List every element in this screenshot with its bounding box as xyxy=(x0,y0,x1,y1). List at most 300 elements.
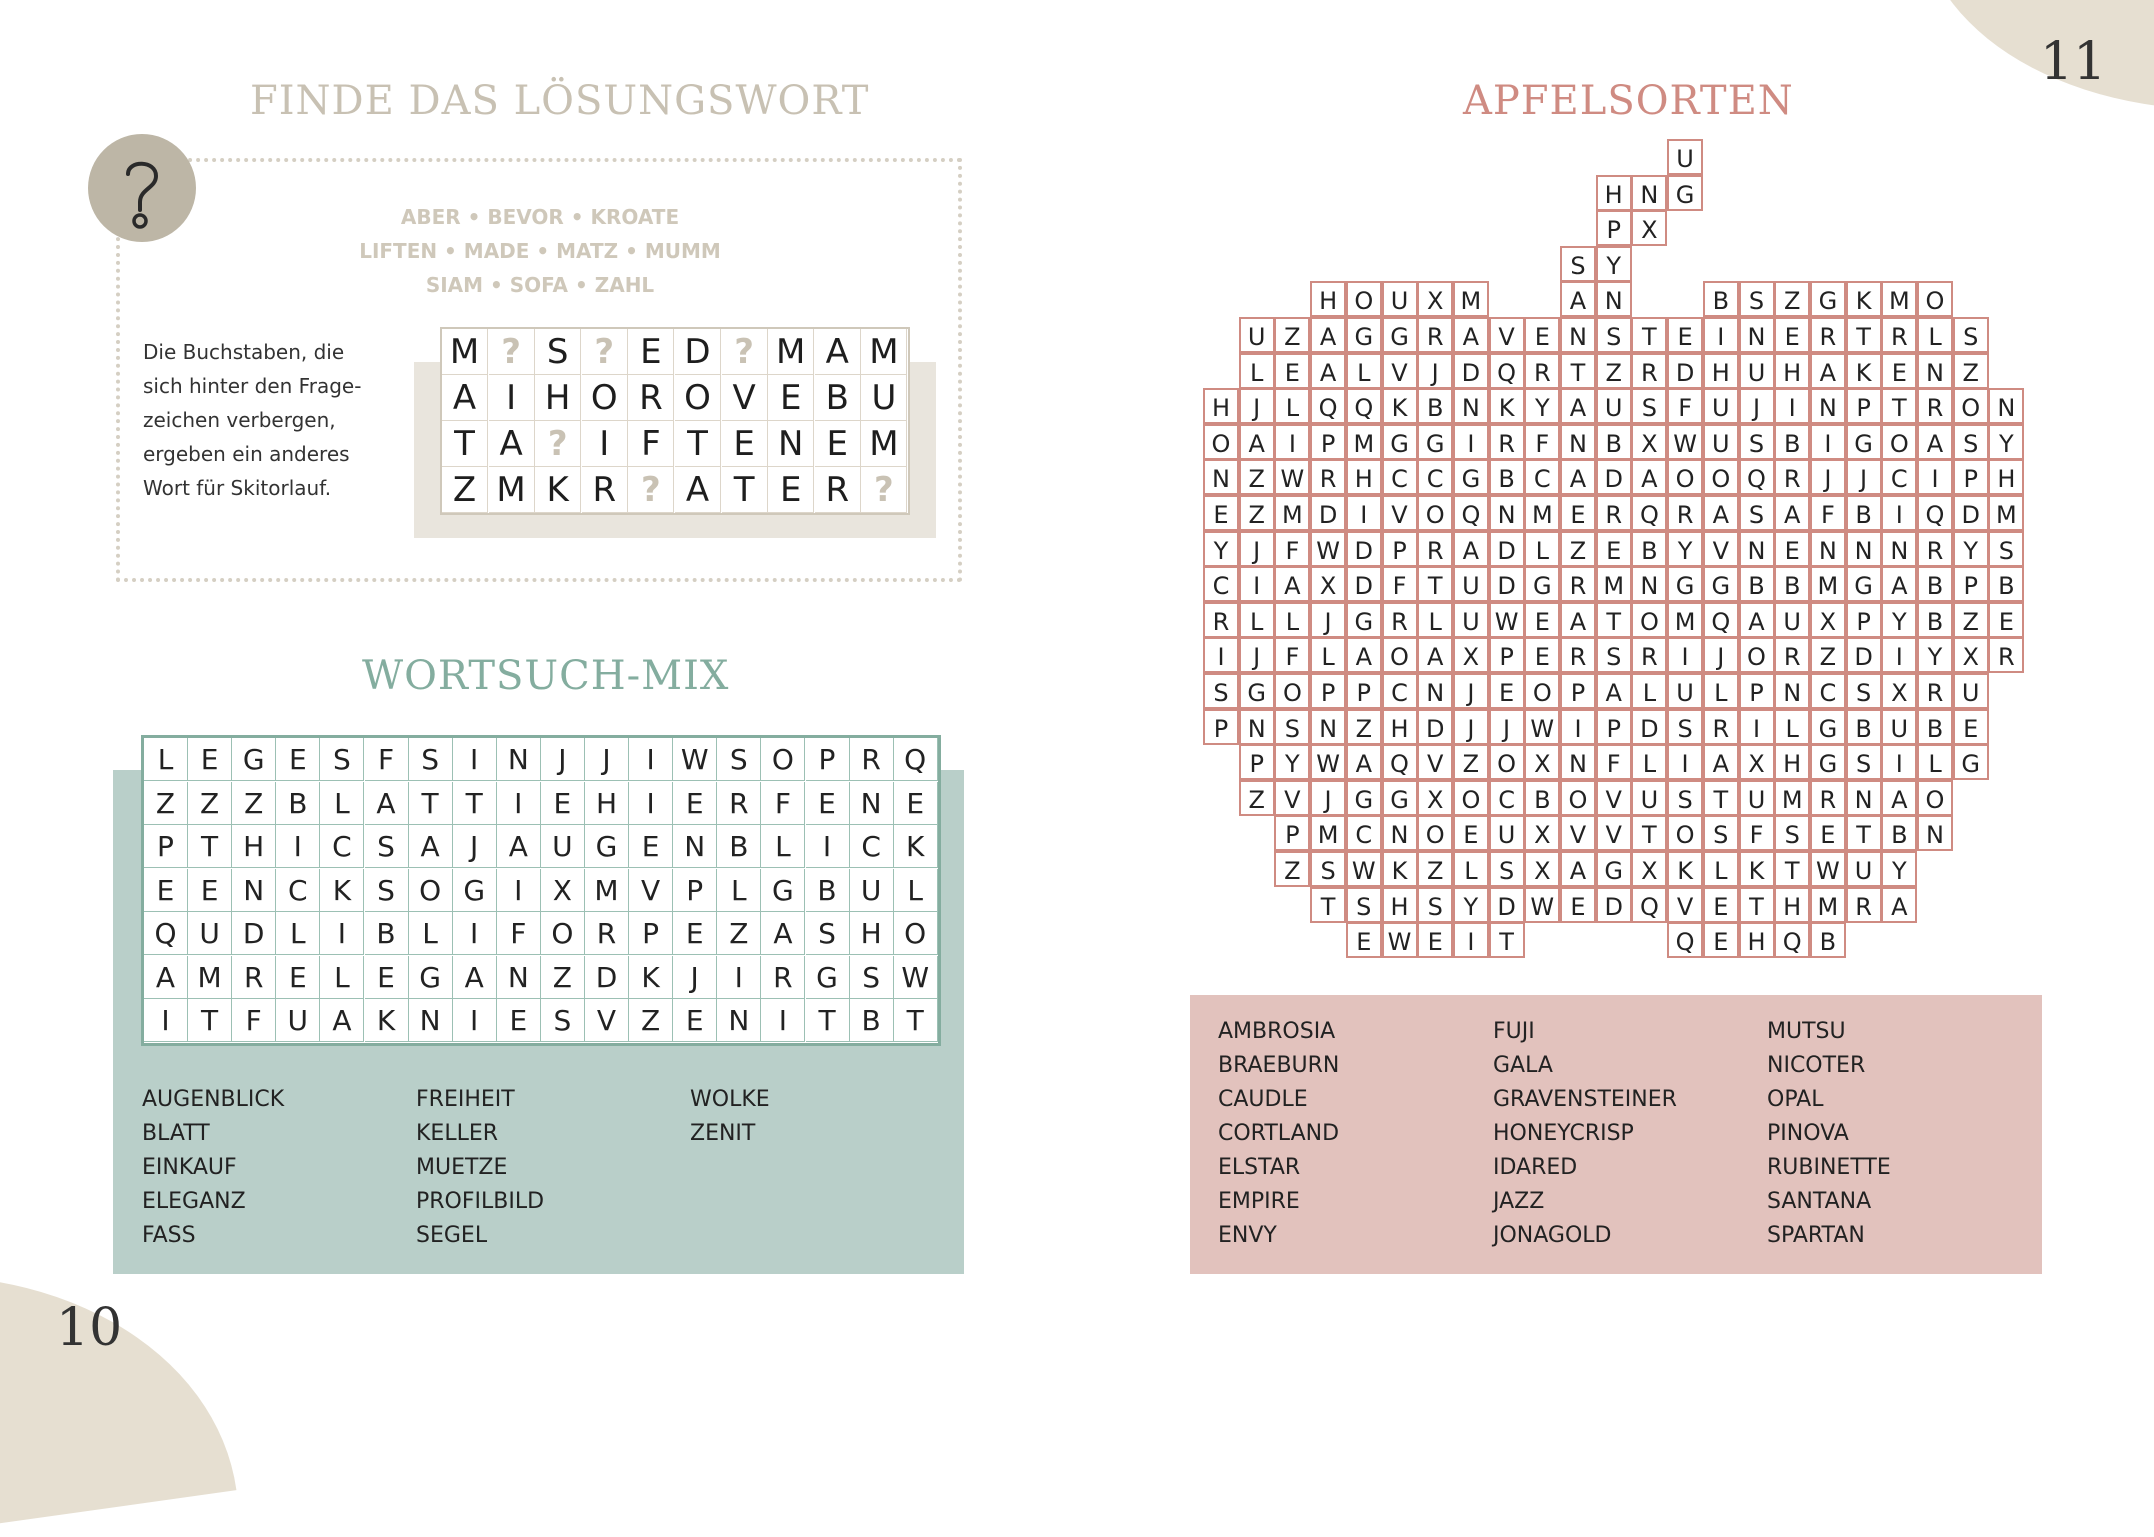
grid-letter-cell: A xyxy=(815,329,861,375)
grid-letter-cell: U xyxy=(541,825,585,868)
grid-letter-cell: E xyxy=(144,869,188,912)
grid-letter-cell: E xyxy=(1524,602,1560,638)
grid-letter-cell: O xyxy=(761,738,805,781)
grid-letter-cell: R xyxy=(1810,317,1846,353)
grid-letter-cell: Z xyxy=(144,782,188,825)
grid-letter-cell: R xyxy=(850,738,894,781)
grid-letter-cell: G xyxy=(1346,317,1382,353)
grid-letter-cell: S xyxy=(320,738,364,781)
grid-letter-cell: T xyxy=(453,782,497,825)
grid-letter-cell: U xyxy=(1774,602,1810,638)
grid-letter-cell: O xyxy=(894,912,938,955)
finde-instructions xyxy=(143,335,373,505)
grid-letter-cell: S xyxy=(1739,495,1775,531)
grid-letter-cell: R xyxy=(761,956,805,999)
grid-letter-cell: V xyxy=(1596,815,1632,851)
grid-letter-cell: E xyxy=(1810,815,1846,851)
grid-letter-cell: T xyxy=(1846,317,1882,353)
grid-letter-cell: Y xyxy=(1881,851,1917,887)
grid-letter-cell: L xyxy=(894,869,938,912)
grid-letter-cell: G xyxy=(1382,317,1418,353)
grid-letter-cell: V xyxy=(1560,815,1596,851)
grid-letter-cell: C xyxy=(1382,673,1418,709)
grid-letter-cell: L xyxy=(1274,602,1310,638)
grid-letter-cell: H xyxy=(1774,744,1810,780)
word-list-item: JAZZ xyxy=(1493,1189,1545,1214)
instruction-line: zeichen verbergen, xyxy=(143,408,336,432)
grid-letter-cell: I xyxy=(1346,495,1382,531)
grid-letter-cell: I xyxy=(1739,709,1775,745)
hidden-letter-cell: ? xyxy=(861,467,907,513)
grid-letter-cell: U xyxy=(1703,424,1739,460)
grid-letter-cell: Y xyxy=(1667,531,1703,567)
grid-letter-cell: A xyxy=(1274,566,1310,602)
grid-letter-cell: P xyxy=(1846,602,1882,638)
grid-letter-cell: N xyxy=(1631,175,1667,211)
finde-word-list xyxy=(340,200,740,302)
grid-letter-cell: E xyxy=(673,999,717,1042)
grid-letter-cell: I xyxy=(1667,744,1703,780)
grid-letter-cell: K xyxy=(1846,353,1882,389)
grid-letter-cell: H xyxy=(1988,459,2024,495)
finde-word-line: SIAM • SOFA • ZAHL xyxy=(425,273,655,297)
grid-letter-cell: X xyxy=(1417,780,1453,816)
grid-letter-cell: N xyxy=(1774,673,1810,709)
grid-letter-cell: Z xyxy=(1346,709,1382,745)
word-list-item: MUTSU xyxy=(1767,1019,1846,1044)
grid-letter-cell: Y xyxy=(1453,887,1489,923)
grid-letter-cell: R xyxy=(1774,459,1810,495)
grid-letter-cell: F xyxy=(1667,388,1703,424)
grid-letter-cell: G xyxy=(1453,459,1489,495)
grid-letter-cell: O xyxy=(1524,673,1560,709)
grid-letter-cell: S xyxy=(541,999,585,1042)
grid-letter-cell: N xyxy=(850,782,894,825)
grid-letter-cell: Q xyxy=(1739,459,1775,495)
grid-letter-cell: H xyxy=(1596,175,1632,211)
page-number-left: 10 xyxy=(56,1298,123,1358)
grid-letter-cell: M xyxy=(1774,780,1810,816)
grid-letter-cell: S xyxy=(1846,673,1882,709)
grid-letter-cell: Q xyxy=(1774,922,1810,958)
grid-letter-cell: G xyxy=(1596,851,1632,887)
grid-letter-cell: H xyxy=(1203,388,1239,424)
grid-letter-cell: I xyxy=(761,999,805,1042)
wortsuch-letter-grid xyxy=(141,735,941,1046)
grid-letter-cell: N xyxy=(717,999,761,1042)
grid-letter-cell: L xyxy=(1239,602,1275,638)
grid-letter-cell: P xyxy=(1310,424,1346,460)
grid-letter-cell: A xyxy=(1596,673,1632,709)
grid-letter-cell: X xyxy=(1524,815,1560,851)
grid-letter-cell: M xyxy=(861,421,907,467)
grid-letter-cell: A xyxy=(1881,780,1917,816)
grid-letter-cell: E xyxy=(1453,815,1489,851)
grid-letter-cell: B xyxy=(1524,780,1560,816)
word-list-item: BRAEBURN xyxy=(1218,1053,1340,1078)
grid-letter-cell: S xyxy=(1953,424,1989,460)
grid-letter-cell: D xyxy=(1846,637,1882,673)
grid-letter-cell: Z xyxy=(442,467,488,513)
grid-letter-cell: E xyxy=(1560,887,1596,923)
grid-letter-cell: P xyxy=(144,825,188,868)
word-list-item: KELLER xyxy=(416,1121,499,1146)
grid-letter-cell: R xyxy=(717,782,761,825)
grid-letter-cell: M xyxy=(1596,566,1632,602)
grid-letter-cell: T xyxy=(188,999,232,1042)
grid-letter-cell: G xyxy=(585,825,629,868)
grid-letter-cell: B xyxy=(1774,424,1810,460)
grid-letter-cell: N xyxy=(1239,709,1275,745)
grid-letter-cell: G xyxy=(1810,744,1846,780)
grid-letter-cell: U xyxy=(1846,851,1882,887)
grid-letter-cell: T xyxy=(1489,922,1525,958)
instruction-line: sich hinter den Frage- xyxy=(143,374,362,398)
grid-letter-cell: T xyxy=(1846,815,1882,851)
grid-letter-cell: B xyxy=(1631,531,1667,567)
grid-letter-cell: G xyxy=(761,869,805,912)
grid-letter-cell: E xyxy=(541,782,585,825)
grid-letter-cell: C xyxy=(1810,673,1846,709)
grid-letter-cell: B xyxy=(1417,388,1453,424)
grid-letter-cell: D xyxy=(1596,887,1632,923)
grid-letter-cell: V xyxy=(1382,353,1418,389)
grid-letter-cell: S xyxy=(1489,851,1525,887)
grid-letter-cell: D xyxy=(1310,495,1346,531)
grid-letter-cell: L xyxy=(1631,744,1667,780)
grid-letter-cell: E xyxy=(806,782,850,825)
grid-letter-cell: A xyxy=(1631,459,1667,495)
grid-letter-cell: G xyxy=(1667,175,1703,211)
grid-letter-cell: A xyxy=(1881,566,1917,602)
grid-letter-cell: V xyxy=(722,375,768,421)
grid-letter-cell: A xyxy=(1310,353,1346,389)
grid-letter-cell: L xyxy=(717,869,761,912)
grid-letter-cell: K xyxy=(629,956,673,999)
grid-letter-cell: E xyxy=(1346,922,1382,958)
grid-letter-cell: T xyxy=(1774,851,1810,887)
grid-letter-cell: B xyxy=(1917,602,1953,638)
grid-letter-cell: S xyxy=(1774,815,1810,851)
grid-letter-cell: N xyxy=(1881,531,1917,567)
grid-letter-cell: Z xyxy=(629,999,673,1042)
grid-letter-cell: U xyxy=(1489,815,1525,851)
grid-letter-cell: R xyxy=(585,912,629,955)
grid-letter-cell: A xyxy=(1560,281,1596,317)
grid-letter-cell: L xyxy=(1703,673,1739,709)
grid-letter-cell: R xyxy=(1489,424,1525,460)
grid-letter-cell: G xyxy=(1810,281,1846,317)
grid-letter-cell: U xyxy=(1739,780,1775,816)
grid-letter-cell: D xyxy=(585,956,629,999)
grid-letter-cell: Y xyxy=(1274,744,1310,780)
grid-letter-cell: H xyxy=(1739,922,1775,958)
grid-letter-cell: R xyxy=(232,956,276,999)
grid-letter-cell: E xyxy=(894,782,938,825)
grid-letter-cell: O xyxy=(1917,780,1953,816)
grid-letter-cell: B xyxy=(717,825,761,868)
grid-letter-cell: A xyxy=(1560,459,1596,495)
grid-letter-cell: N xyxy=(1631,566,1667,602)
grid-letter-cell: H xyxy=(535,375,581,421)
grid-letter-cell: I xyxy=(453,999,497,1042)
grid-letter-cell: J xyxy=(1453,673,1489,709)
grid-letter-cell: Z xyxy=(1810,637,1846,673)
grid-letter-cell: I xyxy=(1239,566,1275,602)
grid-letter-cell: X xyxy=(1810,602,1846,638)
grid-letter-cell: J xyxy=(1810,459,1846,495)
grid-letter-cell: E xyxy=(673,912,717,955)
grid-letter-cell: E xyxy=(768,375,814,421)
grid-letter-cell: N xyxy=(1489,495,1525,531)
grid-letter-cell: N xyxy=(1917,353,1953,389)
grid-letter-cell: M xyxy=(1810,887,1846,923)
grid-letter-cell: E xyxy=(628,329,674,375)
grid-letter-cell: L xyxy=(320,956,364,999)
grid-letter-cell: N xyxy=(1739,531,1775,567)
grid-letter-cell: T xyxy=(675,421,721,467)
grid-letter-cell: E xyxy=(1524,637,1560,673)
grid-letter-cell: R xyxy=(1631,637,1667,673)
grid-letter-cell: S xyxy=(1739,281,1775,317)
grid-letter-cell: I xyxy=(497,869,541,912)
grid-letter-cell: F xyxy=(1524,424,1560,460)
grid-letter-cell: W xyxy=(1667,424,1703,460)
grid-letter-cell: H xyxy=(1382,887,1418,923)
grid-letter-cell: O xyxy=(1667,815,1703,851)
grid-letter-cell: S xyxy=(1631,388,1667,424)
grid-letter-cell: Q xyxy=(894,738,938,781)
grid-letter-cell: A xyxy=(497,825,541,868)
grid-letter-cell: W xyxy=(1524,709,1560,745)
grid-letter-cell: X xyxy=(1739,744,1775,780)
grid-letter-cell: X xyxy=(1524,851,1560,887)
grid-letter-cell: C xyxy=(1382,459,1418,495)
grid-letter-cell: M xyxy=(1988,495,2024,531)
word-list-item: EINKAUF xyxy=(142,1155,237,1180)
grid-letter-cell: L xyxy=(1310,637,1346,673)
grid-letter-cell: F xyxy=(628,421,674,467)
grid-letter-cell: P xyxy=(1239,744,1275,780)
grid-letter-cell: H xyxy=(1774,353,1810,389)
grid-letter-cell: R xyxy=(1846,887,1882,923)
grid-letter-cell: F xyxy=(1274,531,1310,567)
grid-letter-cell: D xyxy=(1489,566,1525,602)
grid-letter-cell: P xyxy=(1346,673,1382,709)
grid-letter-cell: E xyxy=(1274,353,1310,389)
grid-letter-cell: I xyxy=(276,825,320,868)
grid-letter-cell: Q xyxy=(1382,744,1418,780)
word-list-item: SPARTAN xyxy=(1767,1223,1865,1248)
grid-letter-cell: E xyxy=(1560,495,1596,531)
grid-letter-cell: Q xyxy=(1917,495,1953,531)
word-list-item: MUETZE xyxy=(416,1155,508,1180)
wortsuch-word-column xyxy=(142,1083,284,1253)
grid-letter-cell: N xyxy=(1917,815,1953,851)
grid-letter-cell: S xyxy=(1703,815,1739,851)
grid-letter-cell: U xyxy=(1382,281,1418,317)
grid-letter-cell: T xyxy=(1739,887,1775,923)
grid-letter-cell: G xyxy=(1239,673,1275,709)
grid-letter-cell: P xyxy=(673,869,717,912)
grid-letter-cell: C xyxy=(1489,780,1525,816)
grid-letter-cell: L xyxy=(1703,851,1739,887)
grid-letter-cell: I xyxy=(1453,922,1489,958)
grid-letter-cell: E xyxy=(768,467,814,513)
grid-letter-cell: Y xyxy=(1596,246,1632,282)
grid-letter-cell: A xyxy=(1810,353,1846,389)
grid-letter-cell: A xyxy=(1453,317,1489,353)
grid-letter-cell: G xyxy=(1667,566,1703,602)
grid-letter-cell: W xyxy=(1274,459,1310,495)
grid-letter-cell: F xyxy=(1596,744,1632,780)
grid-letter-cell: M xyxy=(442,329,488,375)
grid-letter-cell: Z xyxy=(1274,851,1310,887)
instruction-line: ergeben ein anderes xyxy=(143,442,350,466)
grid-letter-cell: R xyxy=(1881,317,1917,353)
grid-letter-cell: F xyxy=(761,782,805,825)
grid-letter-cell: E xyxy=(188,738,232,781)
word-list-item: ZENIT xyxy=(690,1121,756,1146)
grid-letter-cell: J xyxy=(1310,602,1346,638)
hidden-letter-cell: ? xyxy=(535,421,581,467)
grid-letter-cell: B xyxy=(1846,709,1882,745)
grid-letter-cell: Z xyxy=(1596,353,1632,389)
grid-letter-cell: Q xyxy=(1667,922,1703,958)
grid-letter-cell: N xyxy=(1560,744,1596,780)
grid-letter-cell: N xyxy=(1310,709,1346,745)
grid-letter-cell: L xyxy=(1417,602,1453,638)
grid-letter-cell: A xyxy=(675,467,721,513)
grid-letter-cell: R xyxy=(1203,602,1239,638)
grid-letter-cell: E xyxy=(629,825,673,868)
grid-letter-cell: P xyxy=(1596,210,1632,246)
grid-letter-cell: C xyxy=(1417,459,1453,495)
grid-letter-cell: U xyxy=(861,375,907,421)
grid-letter-cell: E xyxy=(673,782,717,825)
grid-letter-cell: M xyxy=(188,956,232,999)
word-list-item: SANTANA xyxy=(1767,1189,1872,1214)
grid-letter-cell: A xyxy=(1917,424,1953,460)
word-list-item: CAUDLE xyxy=(1218,1087,1308,1112)
grid-letter-cell: D xyxy=(1631,709,1667,745)
finde-letter-grid xyxy=(440,327,910,515)
grid-letter-cell: N xyxy=(1810,388,1846,424)
grid-letter-cell: Z xyxy=(1453,744,1489,780)
grid-letter-cell: G xyxy=(1346,780,1382,816)
grid-letter-cell: O xyxy=(1631,602,1667,638)
grid-letter-cell: G xyxy=(1703,566,1739,602)
grid-letter-cell: B xyxy=(806,869,850,912)
grid-letter-cell: P xyxy=(1953,459,1989,495)
grid-letter-cell: U xyxy=(1453,602,1489,638)
grid-letter-cell: R xyxy=(1917,531,1953,567)
apfel-word-column xyxy=(1767,1015,1891,1253)
grid-letter-cell: D xyxy=(1453,353,1489,389)
word-list-item: FREIHEIT xyxy=(416,1087,515,1112)
grid-letter-cell: U xyxy=(1739,353,1775,389)
grid-letter-cell: A xyxy=(1881,887,1917,923)
grid-letter-cell: A xyxy=(1703,744,1739,780)
grid-letter-cell: L xyxy=(1631,673,1667,709)
question-mark-icon xyxy=(88,134,196,242)
grid-letter-cell: C xyxy=(276,869,320,912)
word-list-item: SEGEL xyxy=(416,1223,488,1248)
grid-letter-cell: N xyxy=(1596,281,1632,317)
grid-letter-cell: N xyxy=(1988,388,2024,424)
grid-letter-cell: E xyxy=(1988,602,2024,638)
grid-letter-cell: L xyxy=(409,912,453,955)
grid-letter-cell: C xyxy=(1524,459,1560,495)
grid-letter-cell: O xyxy=(1382,637,1418,673)
grid-letter-cell: B xyxy=(1988,566,2024,602)
grid-letter-cell: B xyxy=(1810,922,1846,958)
grid-letter-cell: G xyxy=(1953,744,1989,780)
grid-letter-cell: W xyxy=(1346,851,1382,887)
grid-letter-cell: K xyxy=(365,999,409,1042)
grid-letter-cell: X xyxy=(1631,424,1667,460)
word-list-item: EMPIRE xyxy=(1218,1189,1300,1214)
grid-letter-cell: A xyxy=(1239,424,1275,460)
grid-letter-cell: L xyxy=(1453,851,1489,887)
grid-letter-cell: Y xyxy=(1917,637,1953,673)
grid-letter-cell: N xyxy=(1453,388,1489,424)
grid-letter-cell: T xyxy=(188,825,232,868)
grid-letter-cell: K xyxy=(1489,388,1525,424)
grid-letter-cell: E xyxy=(1881,353,1917,389)
word-list-item: BLATT xyxy=(142,1121,210,1146)
grid-letter-cell: R xyxy=(1417,317,1453,353)
grid-letter-cell: O xyxy=(541,912,585,955)
word-list-item: WOLKE xyxy=(690,1087,770,1112)
grid-letter-cell: C xyxy=(850,825,894,868)
grid-letter-cell: E xyxy=(1667,317,1703,353)
grid-letter-cell: E xyxy=(1703,887,1739,923)
grid-letter-cell: I xyxy=(1881,495,1917,531)
grid-letter-cell: B xyxy=(1846,495,1882,531)
grid-letter-cell: Y xyxy=(1988,424,2024,460)
wortsuch-word-column xyxy=(416,1083,544,1253)
word-list-item: AMBROSIA xyxy=(1218,1019,1336,1044)
instruction-line: Die Buchstaben, die xyxy=(143,340,345,364)
word-list-item: ELSTAR xyxy=(1218,1155,1301,1180)
apfel-title: APFELSORTEN xyxy=(1463,78,1794,124)
grid-letter-cell: Q xyxy=(1453,495,1489,531)
grid-letter-cell: O xyxy=(1560,780,1596,816)
grid-letter-cell: X xyxy=(1631,851,1667,887)
word-list-item: NICOTER xyxy=(1767,1053,1866,1078)
grid-letter-cell: I xyxy=(497,782,541,825)
grid-letter-cell: V xyxy=(1703,531,1739,567)
word-list-item: GALA xyxy=(1493,1053,1553,1078)
wortsuch-word-column xyxy=(690,1083,770,1151)
grid-letter-cell: P xyxy=(1846,388,1882,424)
grid-letter-cell: I xyxy=(1667,637,1703,673)
grid-letter-cell: S xyxy=(1846,744,1882,780)
grid-letter-cell: I xyxy=(1703,317,1739,353)
grid-letter-cell: V xyxy=(1382,495,1418,531)
grid-letter-cell: B xyxy=(1774,566,1810,602)
grid-letter-cell: N xyxy=(1560,317,1596,353)
grid-letter-cell: N xyxy=(1382,815,1418,851)
grid-letter-cell: E xyxy=(276,956,320,999)
grid-letter-cell: J xyxy=(1703,637,1739,673)
grid-letter-cell: H xyxy=(1346,459,1382,495)
grid-letter-cell: C xyxy=(1203,566,1239,602)
grid-letter-cell: J xyxy=(1489,709,1525,745)
grid-letter-cell: J xyxy=(585,738,629,781)
grid-letter-cell: Z xyxy=(541,956,585,999)
